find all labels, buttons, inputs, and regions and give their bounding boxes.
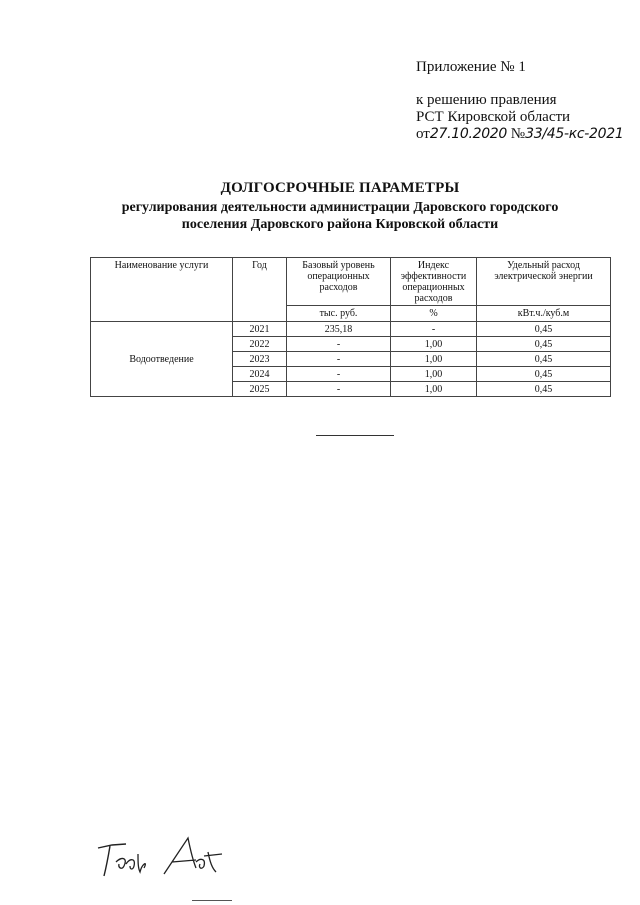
cell-year: 2022 <box>233 337 287 352</box>
parameters-table <box>90 257 611 397</box>
handwritten-signature <box>92 828 232 884</box>
cell-index: - <box>391 322 477 337</box>
unit-efficiency-index: % <box>391 306 477 322</box>
cell-index: 1,00 <box>391 382 477 397</box>
document-title: ДОЛГОСРОЧНЫЕ ПАРАМЕТРЫ <box>220 180 460 196</box>
cell-base: - <box>287 382 391 397</box>
cell-base: - <box>287 337 391 352</box>
cell-base: - <box>287 352 391 367</box>
bottom-line <box>192 900 232 901</box>
cell-base: 235,18 <box>287 322 391 337</box>
cell-energy: 0,45 <box>477 367 611 382</box>
table-header-row <box>91 258 611 306</box>
table-row <box>91 322 611 337</box>
cell-base: - <box>287 367 391 382</box>
decision-reference <box>416 92 623 143</box>
cell-year: 2021 <box>233 322 287 337</box>
service-name: Водоотведение <box>91 322 233 397</box>
cell-energy: 0,45 <box>477 322 611 337</box>
decision-date-number <box>416 126 623 143</box>
header-energy-consumption: Удельный расход электрической энергии <box>477 258 611 306</box>
separator-line <box>316 435 394 436</box>
date-prefix: от <box>416 126 430 142</box>
cell-energy: 0,45 <box>477 382 611 397</box>
number-prefix: № <box>507 126 526 142</box>
cell-index: 1,00 <box>391 337 477 352</box>
header-year: Год <box>233 258 287 322</box>
cell-index: 1,00 <box>391 367 477 382</box>
decision-line-2: РСТ Кировской области <box>416 109 571 125</box>
cell-year: 2025 <box>233 382 287 397</box>
header-base-level: Базовый уровень операционных расходов <box>287 258 391 306</box>
appendix-label: Приложение № 1 <box>416 59 526 75</box>
decision-number: 33/45-кс-2021 <box>525 126 624 142</box>
cell-year: 2024 <box>233 367 287 382</box>
cell-index: 1,00 <box>391 352 477 367</box>
cell-year: 2023 <box>233 352 287 367</box>
decision-line-1: к решению правления <box>416 92 557 108</box>
decision-date: 27.10.2020 <box>429 126 508 142</box>
header-efficiency-index: Индекс эффективности операционных расходов <box>391 258 477 306</box>
cell-energy: 0,45 <box>477 337 611 352</box>
document-subtitle-line-2: поселения Даровского района Кировской области <box>181 217 499 232</box>
unit-energy: кВт.ч./куб.м <box>477 306 611 322</box>
header-service: Наименование услуги <box>91 258 233 322</box>
cell-energy: 0,45 <box>477 352 611 367</box>
document-subtitle-line-1: регулирования деятельности администрации Даровского городского <box>121 200 559 215</box>
unit-base-level: тыс. руб. <box>287 306 391 322</box>
